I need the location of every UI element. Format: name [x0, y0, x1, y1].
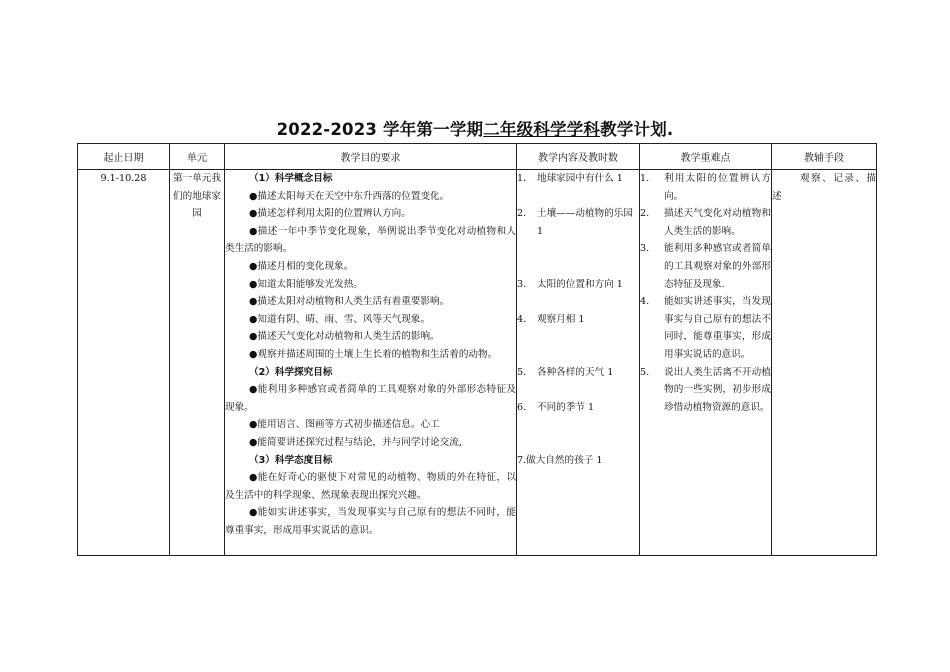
- goal-item: ●观察并描述周围的土壤上生长着的植物和生活着的动物。: [249, 348, 498, 360]
- goal-heading: （2）科学探究目标: [249, 366, 333, 378]
- content-item-text: 7.做大自然的孩子 1: [517, 454, 603, 466]
- difficulty-item: [640, 240, 771, 293]
- difficulty-item-number: 4.: [640, 296, 650, 308]
- difficulty-item: [640, 205, 771, 240]
- content-item-number: 2.: [517, 208, 527, 220]
- goal-item: ●能利用多种感官或者简单的工具观察对象的外部形态特征及现象。: [225, 384, 516, 413]
- table-row: [78, 170, 877, 556]
- content-cell: [517, 170, 640, 556]
- content-item-text: 地球家园中有什么 1: [537, 173, 623, 184]
- difficulty-item-number: 5.: [640, 366, 650, 378]
- goal-item: ●能简要讲述探究过程与结论，并与同学讨论交流,: [249, 436, 462, 448]
- goal-item: ●描述一年中季节变化现象，举例说出季节变化对动植物和人类生活的影响。: [225, 225, 516, 255]
- content-item-number: 3.: [517, 278, 527, 290]
- goals-cell: [225, 170, 517, 556]
- difficulty-item-number: 3.: [640, 243, 650, 255]
- goal-item: ●描述天气变化对动植物和人类生活的影响。: [249, 331, 440, 343]
- content-item-text: 各种各样的天气 1: [537, 366, 614, 378]
- content-item: [517, 399, 639, 417]
- goal-heading: （1）科学概念目标: [249, 173, 333, 184]
- difficulty-item: [640, 170, 771, 205]
- difficulties-cell: [640, 170, 772, 556]
- page-title: 2022-2023 学年第一学期二年级科学学科教学计划.: [276, 120, 674, 139]
- difficulty-item-text: 能如实讲述事实，当发现事实与自己原有的想法不同时，能尊重事实，形成用事实说话的意识。: [664, 296, 771, 360]
- content-item-number: 5.: [517, 366, 527, 378]
- unit-cell: 第一单元我们的地球家园: [170, 170, 225, 556]
- goal-item: ●能用语言、图画等方式初步描述信息。心工: [249, 419, 440, 431]
- goal-heading: （3）科学态度目标: [249, 454, 333, 466]
- content-item: [517, 364, 639, 382]
- difficulty-item: [640, 364, 771, 417]
- teaching-plan-table: [77, 143, 877, 556]
- header-goals: 教学目的要求: [225, 144, 517, 170]
- content-item: [517, 311, 639, 329]
- header-content: 教学内容及教时数: [517, 144, 640, 170]
- difficulty-item: [640, 293, 771, 363]
- content-item: [517, 276, 639, 294]
- header-unit: 单元: [170, 144, 225, 170]
- content-item-text: 观察月相 1: [537, 313, 585, 325]
- content-item: [517, 170, 639, 188]
- goal-item: ●能在好奇心的驱使下对常见的动植物、物质的外在特征，以及生活中的科学现象、然现象表现出探究兴趣。: [225, 472, 516, 501]
- difficulty-item-text: 说出人类生活离不开动植物的一些实例，初步形成珍惜动植物资源的意识。: [664, 366, 771, 413]
- difficulty-item-number: 1.: [640, 173, 650, 184]
- difficulty-item-text: 能利用多种感官或者简单的工具观察对象的外部形态特征及现象.: [664, 243, 771, 290]
- goal-item: ●描述太阳每天在天空中东升西落的位置变化。: [249, 190, 450, 202]
- goal-item: ●能如实讲述事实，当发现事实与自己原有的想法不同时，能尊重事实，形成用事实说话的意识。: [225, 507, 516, 536]
- goal-item: ●描述太阳对动植物和人类生活有着重要影响。: [249, 296, 450, 308]
- difficulty-item-number: 2.: [640, 208, 650, 220]
- content-item-number: 6.: [517, 401, 527, 413]
- content-item: [517, 205, 639, 240]
- header-dates: 起止日期: [78, 144, 170, 170]
- goal-item: ●知道太阳能够发光发热。: [249, 278, 363, 290]
- content-item-text: 太阳的位置和方向 1: [537, 278, 623, 290]
- content-item-number: 4.: [517, 313, 527, 325]
- table-header-row: [78, 144, 877, 170]
- goal-item: ●描述怎样利用太阳的位置辨认方向。: [249, 208, 411, 220]
- difficulty-item-text: 利用太阳的位置辨认方向。: [664, 173, 771, 202]
- content-item-number: 1.: [517, 173, 527, 184]
- header-tools: 教辅手段: [772, 144, 877, 170]
- goal-item: ●知道有阴、晴、雨、雪、风等天气现象。: [249, 313, 431, 325]
- goal-item: ●描述月相的变化现象。: [249, 260, 354, 272]
- header-difficulties: 教学重难点: [640, 144, 772, 170]
- date-cell: 9.1-10.28: [78, 170, 170, 556]
- content-item-text: 不同的季节 1: [537, 401, 595, 413]
- difficulty-item-text: 描述天气变化对动植物和人类生活的影响。: [664, 208, 771, 237]
- content-item: [517, 452, 639, 470]
- content-item-text: 土壤——动植物的乐园 1: [537, 208, 633, 237]
- tools-cell: 观察、记录、描述: [772, 170, 877, 556]
